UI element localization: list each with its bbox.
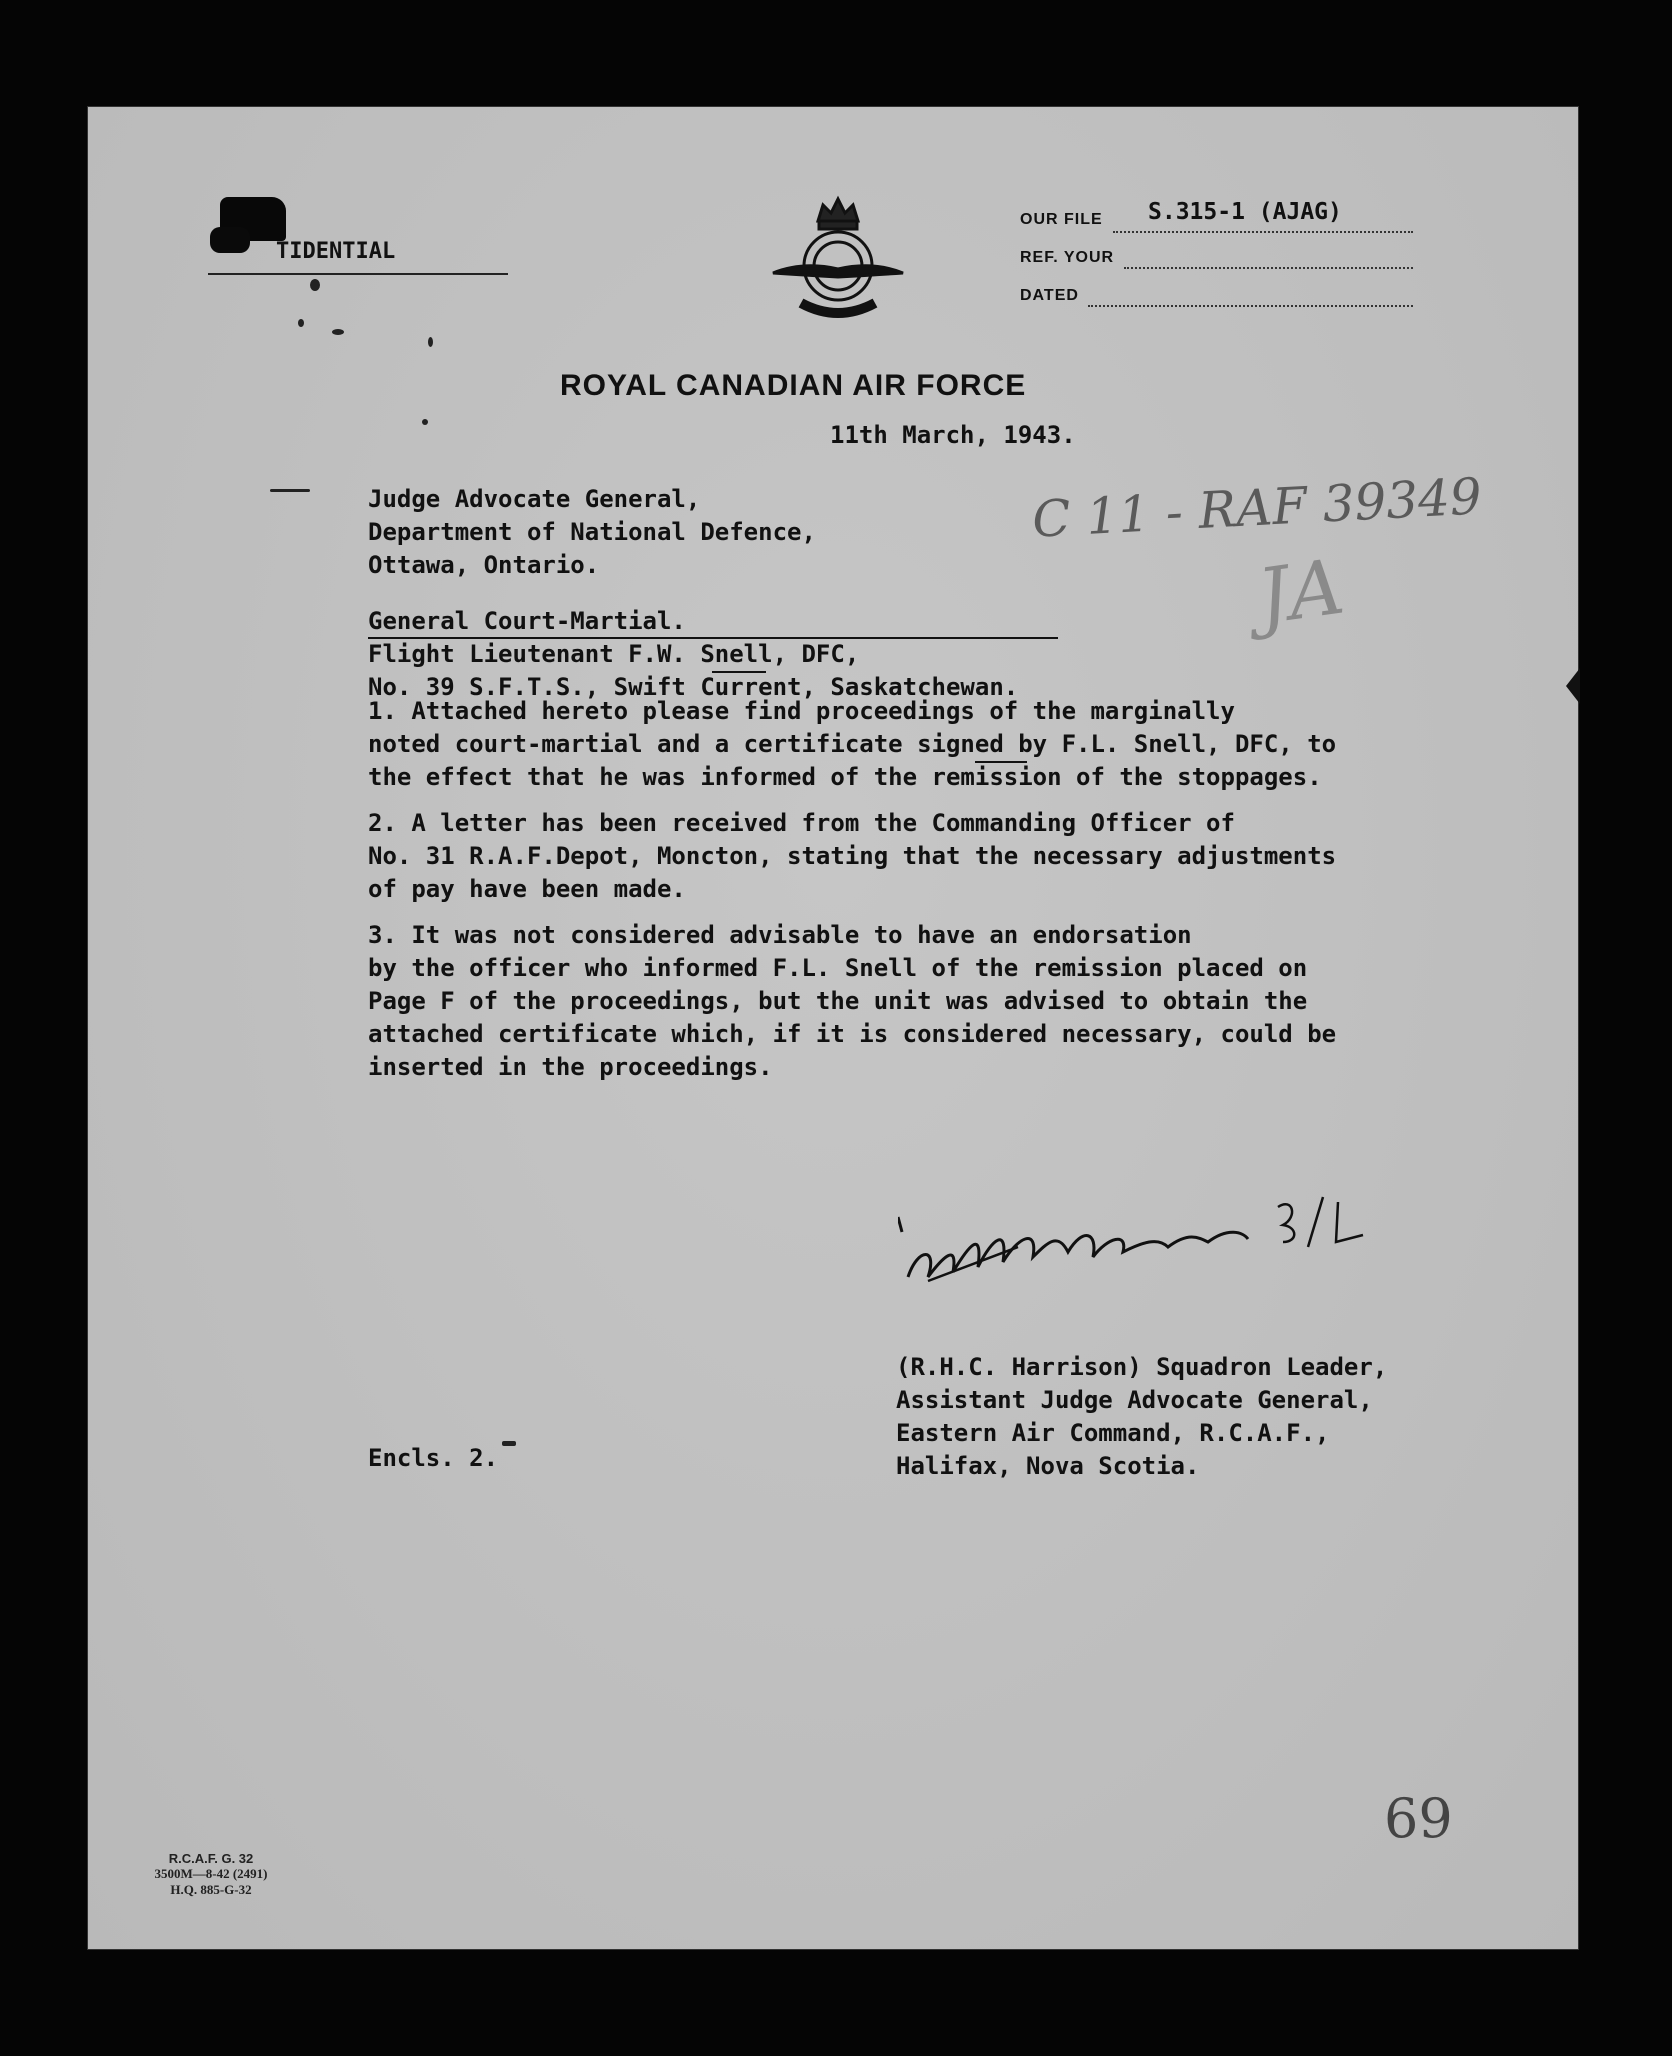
subject-line: No. 39 S.F.T.S., Swift Current, Saskatchewan. (368, 673, 1019, 701)
ink-speck (298, 319, 304, 327)
handwritten-page-number: 69 (1384, 1787, 1453, 1850)
ink-speck (428, 337, 433, 347)
confidential-stamp: TIDENTIAL (276, 239, 396, 264)
signature-block (896, 1351, 1387, 1483)
enclosures: Encls. 2. (368, 1444, 499, 1472)
ink-speck (310, 279, 320, 291)
paragraph-line: the effect that he was informed of the remission of the stoppages. (368, 763, 1322, 791)
handwritten-file-ref: C 11 - RAF 39349 (1030, 467, 1484, 549)
our-file-label: OUR FILE (1020, 211, 1103, 228)
paragraph-line: by the officer who informed F.L. Snell of the remission placed on (368, 954, 1308, 982)
paragraph-line: of pay have been made. (368, 875, 686, 903)
paragraph-line: Page F of the proceedings, but the unit was advised to obtain the (368, 987, 1308, 1015)
recipient-address (368, 483, 816, 582)
paragraph-line: No. 31 R.A.F.Depot, Moncton, stating that the necessary adjustments (368, 842, 1337, 870)
handwritten-signature (898, 1187, 1418, 1307)
letter-date: 11th March, 1943. (830, 421, 1076, 449)
subject-line: General Court-Martial. (368, 607, 686, 635)
subject-block (368, 605, 1018, 704)
our-file-line (1113, 231, 1413, 233)
recipient-line: Department of National Defence, (368, 518, 816, 546)
dated-line (1088, 305, 1413, 307)
rcaf-crest-logo (763, 191, 913, 341)
organization-title: ROYAL CANADIAN AIR FORCE (560, 369, 1027, 402)
confidential-underline (208, 273, 508, 275)
ref-your-label: REF. YOUR (1020, 249, 1115, 266)
recipient-line: Judge Advocate General, (368, 485, 701, 513)
redaction-mark (210, 227, 250, 253)
paragraph-3 (368, 919, 1336, 1084)
ref-your-line (1124, 267, 1413, 269)
paragraph-line: 3. It was not considered advisable to have an endorsation (368, 921, 1192, 949)
signature-line: Assistant Judge Advocate General, (896, 1386, 1373, 1414)
form-hq-number: H.Q. 885-G-32 (170, 1882, 252, 1897)
subject-underline (368, 637, 1058, 639)
letter-page (88, 107, 1578, 1949)
paragraph-line: inserted in the proceedings. (368, 1053, 773, 1081)
signature-line: Eastern Air Command, R.C.A.F., (896, 1419, 1330, 1447)
signature-line: Halifax, Nova Scotia. (896, 1452, 1200, 1480)
handwritten-initials: JA (1252, 541, 1350, 642)
paragraph-line: noted court-martial and a certificate signed by F.L. Snell, DFC, to (368, 730, 1337, 758)
paragraph-2 (368, 807, 1336, 906)
form-print-run: 3500M—8-42 (2491) (154, 1866, 268, 1881)
paragraph-1 (368, 695, 1336, 794)
recipient-line: Ottawa, Ontario. (368, 551, 600, 579)
form-number: R.C.A.F. G. 32 (168, 1851, 254, 1866)
paragraph-line: 1. Attached hereto please find proceedings of the marginally (368, 697, 1235, 725)
dfc-underline (975, 761, 1027, 763)
dfc-underline (712, 671, 766, 673)
paragraph-line: attached certificate which, if it is considered necessary, could be (368, 1020, 1337, 1048)
signature-line: (R.H.C. Harrison) Squadron Leader, (896, 1353, 1388, 1381)
ink-speck (502, 1441, 516, 1446)
paragraph-line: 2. A letter has been received from the Commanding Officer of (368, 809, 1235, 837)
edge-mark (1566, 668, 1580, 704)
ink-speck (270, 489, 310, 492)
ink-speck (332, 329, 344, 335)
our-file-value: S.315-1 (AJAG) (1148, 199, 1342, 225)
subject-line: Flight Lieutenant F.W. Snell, DFC, (368, 640, 860, 668)
dated-label: DATED (1020, 287, 1079, 304)
ink-speck (422, 419, 428, 425)
form-identifier (146, 1851, 276, 1898)
